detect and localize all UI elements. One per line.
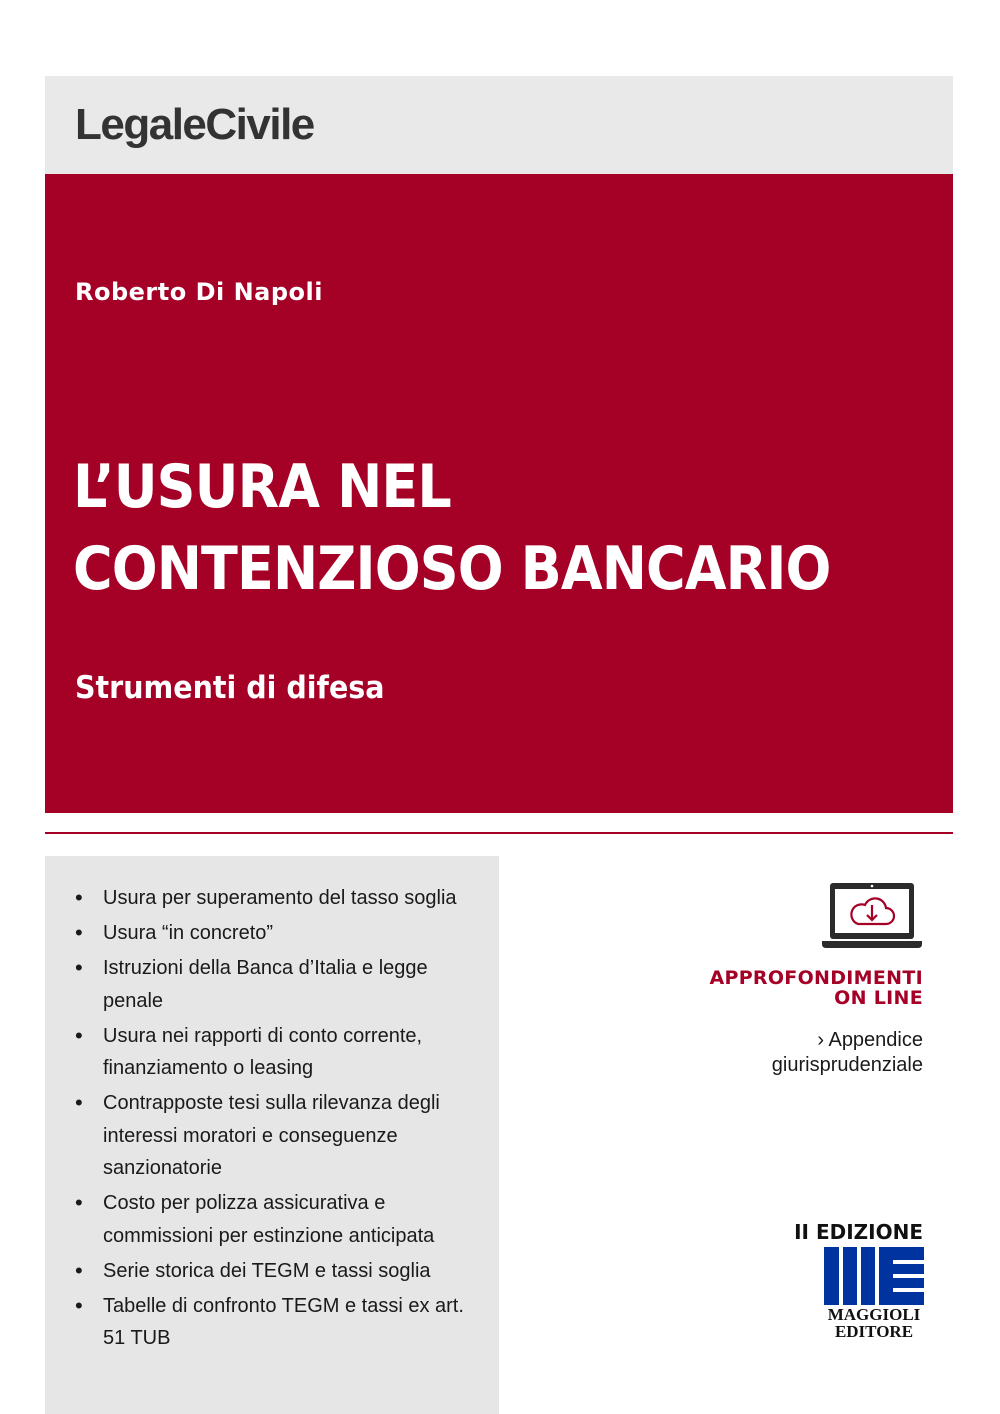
series-band [45, 76, 953, 174]
list-item: • Serie storica dei TEGM e tassi soglia [75, 1255, 485, 1288]
online-appendix: › Appendice giurisprudenziale [771, 1029, 923, 1076]
maggioli-logo-icon [824, 1247, 924, 1305]
features-panel [45, 856, 499, 1414]
series-title: LegaleCivile [75, 100, 314, 149]
list-item: • Usura nei rapporti di conto corrente, finanziamento o leasing [75, 1020, 485, 1085]
divider-line [45, 832, 953, 834]
list-item: • Contrapposte tesi sulla rilevanza degli interessi moratori e conseguenze sanzionatorie [75, 1087, 485, 1185]
list-item: • Usura per superamento del tasso soglia [75, 882, 485, 915]
cover-title-panel [45, 174, 953, 813]
author-name: Roberto Di Napoli [75, 278, 323, 306]
book-subtitle: Strumenti di difesa [75, 670, 385, 706]
publisher-subname: EDITORE [834, 1322, 914, 1341]
list-item: • Tabelle di confronto TEGM e tassi ex art. 51 TUB [75, 1290, 485, 1355]
edition-label: II EDIZIONE [794, 1220, 923, 1244]
maggioli-logo [824, 1247, 924, 1341]
publisher-name: MAGGIOLI [827, 1305, 921, 1324]
book-title-line-2: CONTENZIOSO BANCARIO [73, 534, 831, 604]
features-list [75, 882, 485, 1357]
list-item: • Costo per polizza assicurativa e commissioni per estinzione anticipata [75, 1187, 485, 1252]
book-title-line-1: L’USURA NEL [73, 452, 451, 522]
online-resources-title: APPROFONDIMENTI ON LINE [709, 967, 923, 1009]
list-item: • Istruzioni della Banca d’Italia e legge penale [75, 952, 485, 1017]
laptop-cloud-download-icon [822, 880, 922, 952]
list-item: • Usura “in concreto” [75, 917, 485, 950]
